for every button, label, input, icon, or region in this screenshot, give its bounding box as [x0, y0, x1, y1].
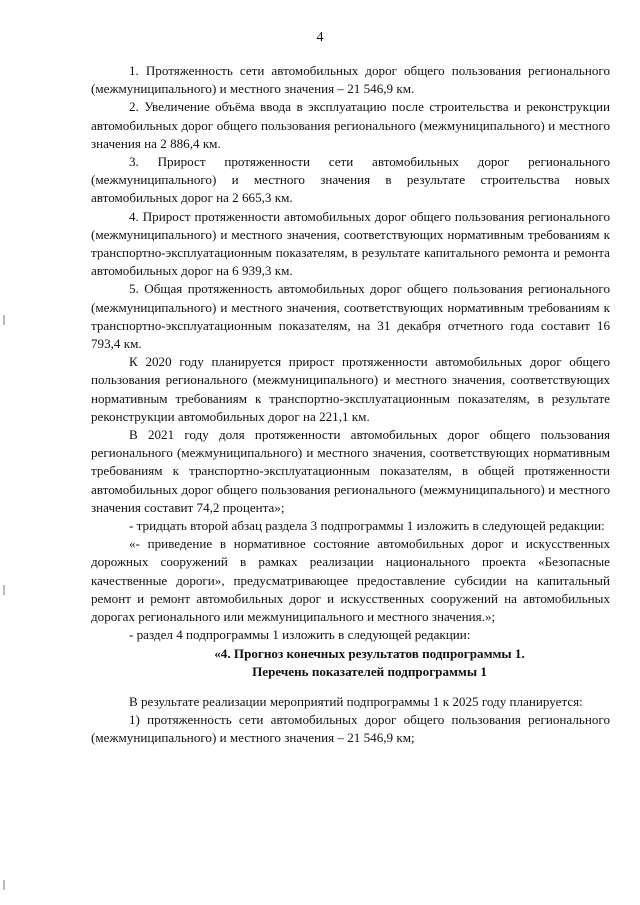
paragraph-forecast-2021: В 2021 году доля протяженности автомобильных дорог общего пользования регионального (межмуниципального) и местного значения, соответствующих нормативным требованиям к транспортно-эксплуатационным показателям, в общей протяженности автомобильных дорог общего пользования регионального (межмуниципального) и местного значения составит 74,2 процента»; — [91, 427, 610, 515]
margin-mark — [3, 315, 5, 325]
margin-mark — [3, 585, 5, 595]
paragraph-amendment-quote: «- приведение в нормативное состояние автомобильных дорог и искусственных дорожных сооружений в рамках реализации национального проекта «Безопасные качественные дороги», предусматривающее предоставление субсидии на капитальный ремонт и ремонт автомобильных дорог и искусственных сооружений на автомобильных дорогах регионального или межмуниципального и местного значения.»; — [91, 536, 610, 625]
paragraph-1: 1. Протяженность сети автомобильных дорог общего пользования регионального (межмуниципального) и местного значения – 21 546,9 км. — [91, 63, 610, 97]
section-heading-line-2: Перечень показателей подпрограммы 1 — [252, 663, 487, 679]
document-body — [91, 62, 610, 748]
paragraph-3: 3. Прирост протяженности сети автомобильных дорог регионального (межмуниципального) и местного значения в результате строительства новых автомобильных дорог на 2 665,3 км. — [91, 154, 610, 206]
page-number: 4 — [316, 30, 324, 45]
paragraph-2: 2. Увеличение объёма ввода в эксплуатацию после строительства и реконструкции автомобильных дорог общего пользования регионального (межмуниципального) и местного значения на 2 886,4 км. — [91, 99, 610, 151]
paragraph-forecast-2020: К 2020 году планируется прирост протяженности автомобильных дорог общего пользования регионального (межмуниципального) и местного значения, соответствующих нормативным требованиям к транспортно-эксплуатационным показателям, в результате реконструкции автомобильных дорог на 221,1 км. — [91, 354, 610, 424]
paragraph-result-1: 1) протяженность сети автомобильных дорог общего пользования регионального (межмуниципального) и местного значения – 21 546,9 км; — [91, 712, 610, 746]
margin-mark — [3, 880, 5, 890]
paragraph-results-intro: В результате реализации мероприятий подпрограммы 1 к 2025 году планируется: — [129, 693, 583, 709]
paragraph-amendment-1: - тридцать второй абзац раздела 3 подпрограммы 1 изложить в следующей редакции: — [129, 518, 605, 534]
paragraph-5: 5. Общая протяженность автомобильных дорог общего пользования регионального (межмуниципального) и местного значения, соответствующих нормативным требованиям к транспортно-эксплуатационным показателям, на 31 декабря отчетного года составит 16 793,4 км. — [91, 281, 610, 352]
paragraph-amendment-2: - раздел 4 подпрограммы 1 изложить в следующей редакции: — [129, 627, 471, 643]
paragraph-4: 4. Прирост протяженности автомобильных дорог общего пользования регионального (межмуниципального) и местного значения, соответствующих нормативным требованиям к транспортно-эксплуатационным показателям, в результате капитального ремонта и ремонта автомобильных дорог на 6 939,3 км. — [91, 208, 610, 279]
section-heading-line-1: «4. Прогноз конечных результатов подпрограммы 1. — [214, 645, 525, 661]
